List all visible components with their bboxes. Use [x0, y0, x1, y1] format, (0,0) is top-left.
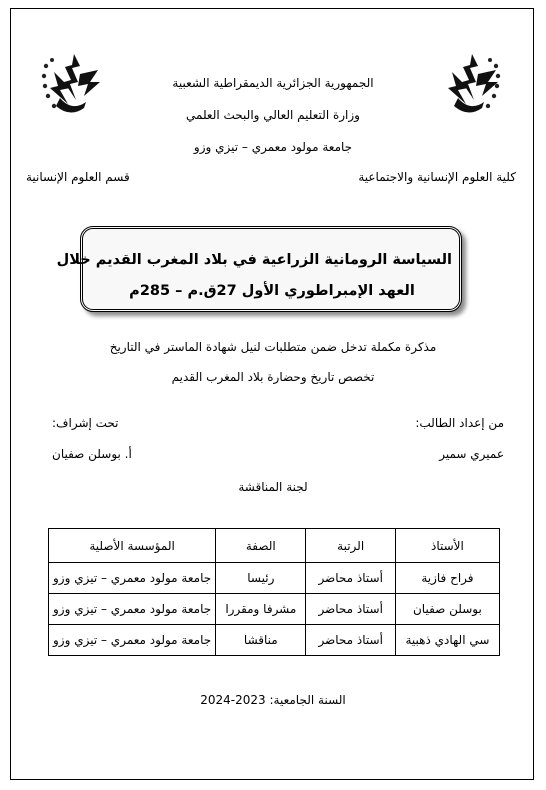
specialty: تخصص تاريخ وحضارة بلاد المغرب القديم: [171, 370, 375, 384]
university-name: جامعة مولود معمري – تيزي وزو: [193, 140, 353, 154]
committee-title: لجنة المناقشة: [238, 480, 308, 494]
table-cell: جامعة مولود معمري – تيزي وزو: [49, 594, 216, 625]
prepared-by-label: من إعداد الطالب:: [415, 416, 504, 430]
title-frame: [56, 226, 462, 312]
thesis-title-line-2: العهد الإمبراطوري الأول 27ق.م – 285م: [129, 283, 415, 299]
ministry-name: وزارة التعليم العالي والبحث العلمي: [186, 108, 360, 122]
table-header-row: [49, 529, 500, 563]
table-row: [49, 594, 500, 625]
university-logo-right: [438, 52, 502, 118]
thesis-title-line-1: السياسة الرومانية الزراعية في بلاد المغرب القديم خلال: [56, 252, 452, 268]
page-border: [10, 8, 534, 780]
table-cell: مناقشا: [216, 625, 306, 656]
university-logo-left: [40, 52, 104, 118]
republic-name: الجمهورية الجزائرية الديمقراطية الشعبية: [172, 76, 374, 90]
table-cell: رئيسا: [216, 563, 306, 594]
table-cell: بوسلن صفيان: [395, 594, 499, 625]
column-header: المؤسسة الأصلية: [49, 529, 216, 563]
thesis-purpose: مذكرة مكملة تدخل ضمن متطلبات لنيل شهادة الماستر في التاريخ: [109, 340, 437, 354]
table-row: [49, 625, 500, 656]
column-header: الرتبة: [306, 529, 395, 563]
department-name: قسم العلوم الإنسانية: [26, 170, 130, 184]
academic-year: السنة الجامعية: 2023-2024: [200, 693, 346, 707]
faculty-name: كلية العلوم الإنسانية والاجتماعية: [358, 170, 516, 184]
table-cell: مشرفا ومقررا: [216, 594, 306, 625]
column-header: الأستاذ: [395, 529, 499, 563]
table-cell: أستاذ محاضر: [306, 594, 395, 625]
column-header: الصفة: [216, 529, 306, 563]
table-row: [49, 563, 500, 594]
table-cell: جامعة مولود معمري – تيزي وزو: [49, 625, 216, 656]
table-cell: أستاذ محاضر: [306, 563, 395, 594]
table-cell: جامعة مولود معمري – تيزي وزو: [49, 563, 216, 594]
table-cell: أستاذ محاضر: [306, 625, 395, 656]
committee-table: [48, 528, 500, 656]
table-cell: سي الهادي ذهبية: [395, 625, 499, 656]
supervisor-name: أ. بوسلن صفيان: [52, 447, 132, 461]
student-name: عميري سمير: [439, 447, 504, 461]
supervised-by-label: تحت إشراف:: [52, 416, 119, 430]
table-cell: فراح فازية: [395, 563, 499, 594]
